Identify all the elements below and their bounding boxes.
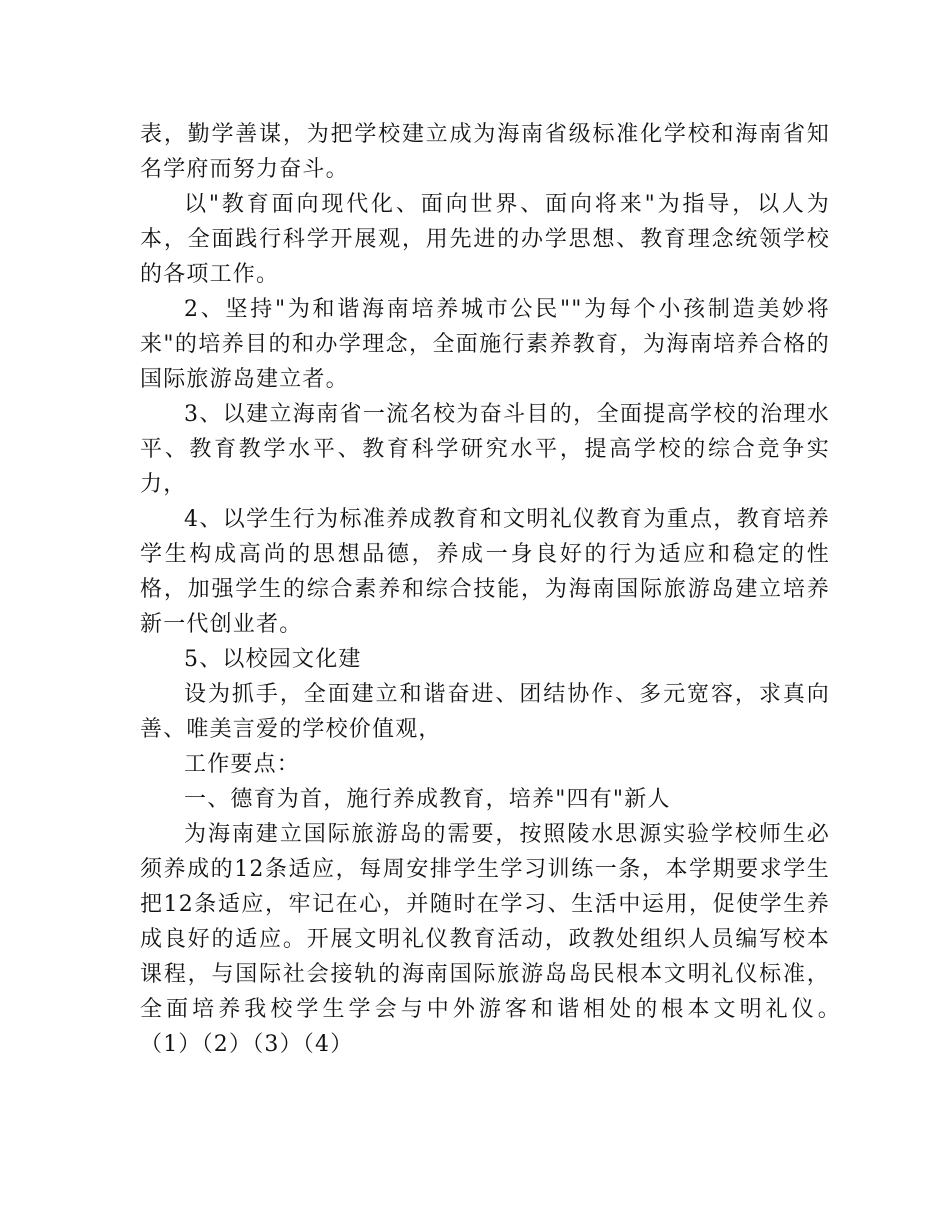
section-heading-work-points: 工作要点：: [184, 752, 301, 777]
paragraph-guiding-principle: 以"教育面向现代化、面向世界、面向将来"为指导，以人为本，全面践行科学开展观，用先进的办学思想、教育理念统领学校的各项工作。: [140, 192, 830, 287]
section-heading-moral-education: 一、德育为首，施行养成教育，培养"四有"新人: [184, 787, 671, 812]
paragraph-moral-education-body: 为海南建立国际旅游岛的需要，按照陵水思源实验学校师生必须养成的12条适应，每周安排学生学习训练一条，本学期要求学生把12条适应，牢记在心，并随时在学习、生活中运用，促使学生养成良好的适应。开展文明礼仪教育活动，政教处组织人员编写校本课程，与国际社会接轨的海南国际旅游岛岛民根本文明礼仪标准，全面培养我校学生学会与中外游客和谐相处的根本文明礼仪。 （1）（2）（3）（4）: [140, 822, 877, 1057]
paragraph-item-3: 3、以建立海南省一流名校为奋斗目的，全面提高学校的治理水平、教育教学水平、教育科学研究水平，提高学校的综合竞争实力，: [140, 402, 830, 497]
paragraph-item-5: 5、以校园文化建: [184, 647, 362, 672]
paragraph-item-5-continuation: 设为抓手，全面建立和谐奋进、团结协作、多元宽容，求真向善、唯美言爱的学校价值观，: [140, 682, 830, 742]
paragraph-item-2: 2、坚持"为和谐海南培养城市公民""为每个小孩制造美妙将来"的培养目的和办学理念，全面施行素养教育，为海南培养合格的国际旅游岛建立者。: [140, 297, 830, 392]
paragraph-item-4: 4、以学生行为标准养成教育和文明礼仪教育为重点，教育培养学生构成高尚的思想品德，养成一身良好的行为适应和稳定的性格，加强学生的综合素养和综合技能，为海南国际旅游岛建立培养新一代创业者。: [140, 507, 830, 637]
document-body: [140, 117, 877, 1062]
paragraph-intro-continuation: 表，勤学善谋，为把学校建立成为海南省级标准化学校和海南省知名学府而努力奋斗。: [140, 122, 830, 182]
